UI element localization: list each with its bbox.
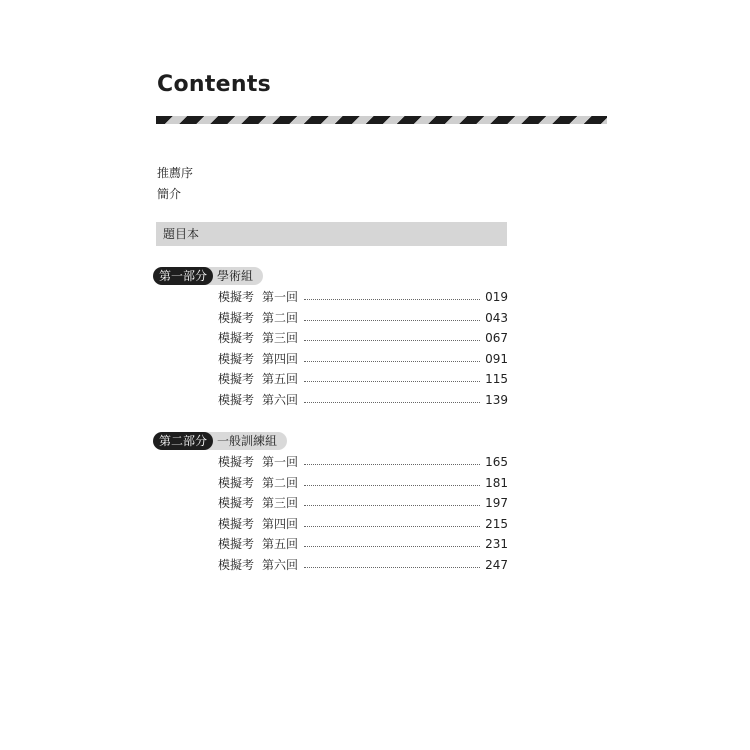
entry-round-label: 第四回 [262,351,299,366]
entry-exam-label: 模擬考 [218,392,255,407]
dot-leader [304,485,480,486]
entry-exam-label: 模擬考 [218,331,255,346]
dot-leader [304,402,480,403]
entry-round-label: 第一回 [262,455,299,469]
toc-entry[interactable] [218,287,508,308]
dot-leader [304,567,480,568]
toc-entry[interactable] [218,308,508,329]
dot-leader [304,381,480,382]
entry-round-label: 第六回 [262,392,299,407]
front-matter-item-preface[interactable]: 推薦序 [157,166,194,180]
entry-exam-label: 模擬考 [218,496,255,511]
entry-page-number: 091 [485,351,508,366]
part-badge: 第一部分 [153,267,213,285]
dot-leader [304,340,480,341]
entry-page-number: 197 [485,496,508,511]
entry-page-number: 139 [485,392,508,407]
toc-entry[interactable] [218,514,508,535]
entry-page-number: 019 [485,290,508,304]
entry-exam-label: 模擬考 [218,475,255,490]
dot-leader [304,464,480,465]
dot-leader [304,299,480,300]
entry-page-number: 067 [485,331,508,346]
dot-leader [304,320,480,321]
toc-entry[interactable] [218,349,508,370]
entry-page-number: 231 [485,537,508,552]
entry-page-number: 181 [485,475,508,490]
entry-exam-label: 模擬考 [218,310,255,325]
toc-entry[interactable] [218,390,508,411]
entry-page-number: 043 [485,310,508,325]
entry-round-label: 第五回 [262,537,299,552]
entry-exam-label: 模擬考 [218,372,255,387]
entry-exam-label: 模擬考 [218,455,255,469]
toc-entry[interactable] [218,473,508,494]
entry-round-label: 第三回 [262,331,299,346]
toc-entry[interactable] [218,534,508,555]
part-name: 一般訓練組 [203,432,287,450]
entry-exam-label: 模擬考 [218,557,255,572]
dot-leader [304,361,480,362]
part-badge: 第二部分 [153,432,213,450]
entry-round-label: 第一回 [262,290,299,304]
section-header-question-book: 題目本 [156,222,507,246]
entry-exam-label: 模擬考 [218,516,255,531]
dot-leader [304,526,480,527]
entry-page-number: 247 [485,557,508,572]
toc-entry[interactable] [218,369,508,390]
toc-entry[interactable] [218,452,508,473]
toc-entry[interactable] [218,328,508,349]
part-name: 學術組 [203,267,263,285]
entry-page-number: 215 [485,516,508,531]
part-two-entries [218,452,508,576]
dot-leader [304,505,480,506]
striped-divider [156,116,607,124]
page-title: Contents [157,72,272,97]
part-one-entries [218,287,508,411]
entry-exam-label: 模擬考 [218,290,255,304]
entry-round-label: 第二回 [262,310,299,325]
entry-page-number: 165 [485,455,508,469]
front-matter-item-introduction[interactable]: 簡介 [157,187,182,201]
entry-round-label: 第六回 [262,557,299,572]
entry-round-label: 第五回 [262,372,299,387]
entry-round-label: 第三回 [262,496,299,511]
entry-page-number: 115 [485,372,508,387]
toc-entry[interactable] [218,493,508,514]
entry-round-label: 第二回 [262,475,299,490]
toc-entry[interactable] [218,555,508,576]
entry-round-label: 第四回 [262,516,299,531]
entry-exam-label: 模擬考 [218,537,255,552]
entry-exam-label: 模擬考 [218,351,255,366]
dot-leader [304,546,480,547]
